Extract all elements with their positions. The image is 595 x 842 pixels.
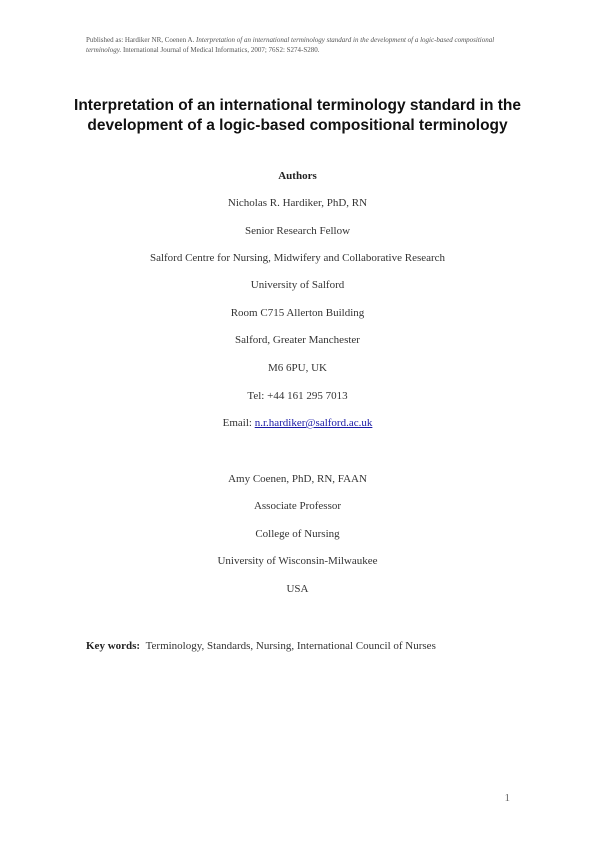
keywords-value: Terminology, Standards, Nursing, International Council of Nurses	[145, 640, 436, 652]
author2-position: Associate Professor	[253, 500, 342, 512]
keywords-label: Key words:	[86, 640, 141, 652]
author1-email-line	[0, 417, 595, 429]
author2-department: College of Nursing	[255, 528, 340, 540]
author1-name: Nicholas R. Hardiker, PhD, RN	[227, 197, 368, 209]
email-link[interactable]: n.r.hardiker@salford.ac.uk	[254, 417, 373, 429]
author2-country: USA	[286, 583, 309, 595]
author1-department: Salford Centre for Nursing, Midwifery and Collaborative Research	[149, 252, 446, 264]
author1-tel: Tel: +44 161 295 7013	[247, 390, 348, 402]
publication-note-title: Interpretation of an international terminology standard in the development of a logic-based compositional terminology.	[86, 36, 495, 54]
keywords	[86, 640, 436, 652]
author1-postcode: M6 6PU, UK	[268, 362, 327, 374]
author1-position: Senior Research Fellow	[244, 225, 351, 237]
author1-city: Salford, Greater Manchester	[235, 334, 360, 346]
author1-room: Room C715 Allerton Building	[230, 307, 365, 319]
author2-institution: University of Wisconsin-Milwaukee	[217, 555, 378, 567]
page-number: 1	[504, 792, 510, 804]
authors-heading: Authors	[278, 170, 317, 182]
author2-name: Amy Coenen, PhD, RN, FAAN	[228, 473, 367, 485]
publication-note-prefix: Published as: Hardiker NR, Coenen A.	[86, 36, 197, 44]
paper-title: Interpretation of an international terminology standard in the development of a logic-based compositional terminology	[74, 97, 521, 134]
publication-note	[86, 36, 516, 55]
email-label: Email:	[222, 417, 255, 429]
author1-institution: University of Salford	[250, 279, 345, 291]
publication-note-suffix: International Journal of Medical Informatics, 2007; 76S2: S274-S280.	[121, 45, 320, 54]
